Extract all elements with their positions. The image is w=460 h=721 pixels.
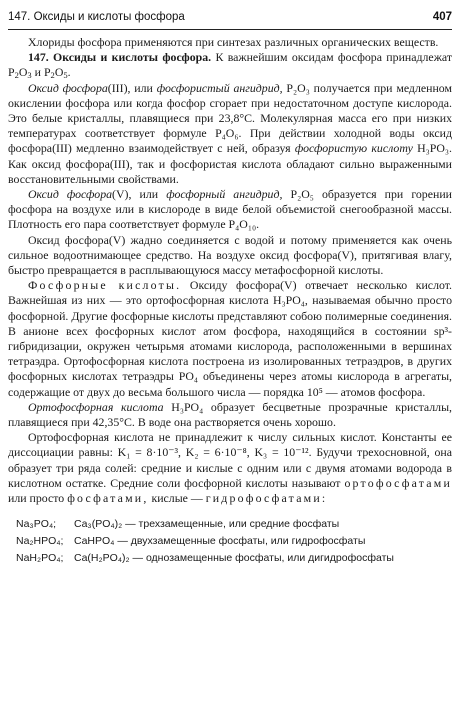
paragraph-orthophosphoric [8, 400, 452, 430]
text-oxide-iii-2: P₂O₃ получается при медленном окислении фосфора или когда фосфор сгорает при недостаточном доступе кислорода. Это белые кристаллы, плавящиеся при 23,8°С. Молекулярная масса его при низких температурах соответствует формуле P₄O₆. При действии холодной воды оксид фосфора(III) медленно взаимодействует с ней, образуя [8, 80, 452, 156]
text-oxide-v-1: (V), или [112, 187, 167, 202]
salt-row [8, 516, 452, 533]
term-phosphates: фосфатами, [67, 491, 149, 506]
salt-row [8, 550, 452, 567]
salt-sodium-formula: NaH₂PO₄; [16, 552, 64, 565]
paragraph-oxide-v [8, 187, 452, 233]
paragraph-oxide-iii [8, 81, 452, 187]
section-text-3: и P [31, 65, 51, 80]
term-phosphorous-acid: фосфористую кислоту [294, 141, 413, 156]
salt-calcium-description: CaHPO₄ — двухзамещенные фосфаты, или гидрофосфаты [74, 535, 366, 548]
term-hydrophosphates: гидрофосфатами: [205, 491, 328, 506]
term-orthophosphoric-acid: Ортофосфорная кислота [28, 399, 164, 414]
text-dissociation-3: кислые — [148, 491, 206, 506]
paragraph-intro: Хлориды фосфора применяются при синтезах различных органических веществ. [28, 35, 439, 49]
term-orthophosphates: ортофосфатами [344, 475, 452, 490]
term-oxide-iii: Оксид фосфора [28, 80, 108, 95]
page-body [8, 35, 452, 506]
text-oxide-iii-1: (III), или [107, 80, 157, 95]
page-number: 407 [432, 11, 452, 23]
header-title: 147. Оксиды и кислоты фосфора [8, 11, 185, 23]
paragraph-section-start: 147. Оксиды и кислоты фосфора. К важнейшим оксидам фосфора принадлежат $P_2O_3$ и $P_2O_5$. [8, 50, 452, 81]
section-text-4: O [54, 65, 64, 80]
term-phosphoric-anhydride: фосфорный ангидрид, [166, 187, 283, 202]
section-text-2: O [18, 65, 28, 80]
term-oxide-v: Оксид фосфора [28, 187, 113, 202]
text-oxide-v-2: P₂O₅ образуется при горении фосфора на воздухе или в кислороде в виде белой объемистой снегообразной массы. Плотность его пара соответствует формуле P₄O₁₀. [8, 187, 452, 232]
paragraph-oxide-v-water: Оксид фосфора(V) жадно соединяется с водой и потому применяется как очень сильное водоотнимающее средство. На воздухе оксид фосфора(V), притягивая влагу, быстро превращается в расплывающуюся массу метафосфорной кислоты. [8, 232, 452, 278]
salt-sodium-formula: Na₃PO₄; [16, 518, 57, 531]
text-dissociation-1: Ортофосфорная кислота не принадлежит к числу сильных кислот. Константы ее диссоциации равны: K₁ = 8·10⁻³, K₂ = 6·10⁻⁸, K₃ = 10⁻¹². Будучи трехосновной, она образует три ряда солей: средние и кислые с одним или с двумя атомами водорода в кислотном остатке. Средние соли фосфорной кислоты называют [8, 430, 452, 490]
section-text-5: . [67, 65, 71, 80]
text-orthophosphoric: H₃PO₄ образует бесцветные прозрачные кристаллы, плавящиеся при 42,35°С. В воде она растворяется очень хорошо. [8, 399, 453, 430]
running-header [8, 8, 452, 26]
text-oxide-iii-3: H₃PO₃. Как оксид фосфора(III), так и фосфористая кислота обладают сильно выраженными восстановительными свойствами. [8, 141, 453, 186]
text-dissociation-2: или просто [8, 491, 68, 506]
term-phosphorous-anhydride: фосфористый ангидрид, [156, 80, 283, 95]
section-heading: 147. Оксиды и кислоты фосфора. [28, 50, 212, 65]
header-rule [8, 29, 452, 30]
paragraph-phosphoric-acids [8, 278, 452, 400]
section-text-1: К важнейшим оксидам фосфора принадлежат P [8, 50, 452, 80]
heading-phosphoric-acids: Фосфорные кислоты. [28, 278, 182, 293]
paragraph-dissociation [8, 430, 452, 506]
salt-formula-list [8, 516, 452, 567]
salt-calcium-description: Ca(H₂PO₄)₂ — однозамещенные фосфаты, или дигидрофосфаты [74, 552, 394, 565]
salt-sodium-formula: Na₂HPO₄; [16, 535, 64, 548]
text-phosphoric-acids: Оксиду фосфора(V) отвечает несколько кислот. Важнейшая из них — это ортофосфорная кислота H₃PO₄, называемая обычно просто фосфорной. Другие фосфорные кислоты представляют собою полимерные соединения. В анионе всех фосфорных кислот атом фосфора, находящийся в состоянии sp³-гибридизации, окружен четырьмя атомами кислорода, расположенными в вершинах тетраэдра. Ортофосфорная кислота построена из изолированных тетраэдров, в других фосфорных кислотах тетраэдры PO₄ объединены через атомы кислорода в агрегаты, содержащие от двух до весьма большого числа — порядка 10⁵ — атомов фосфора. [8, 278, 452, 399]
salt-row [8, 533, 452, 550]
salt-calcium-description: Ca₃(PO₄)₂ — трехзамещенные, или средние фосфаты [74, 518, 340, 531]
book-page [8, 8, 452, 713]
